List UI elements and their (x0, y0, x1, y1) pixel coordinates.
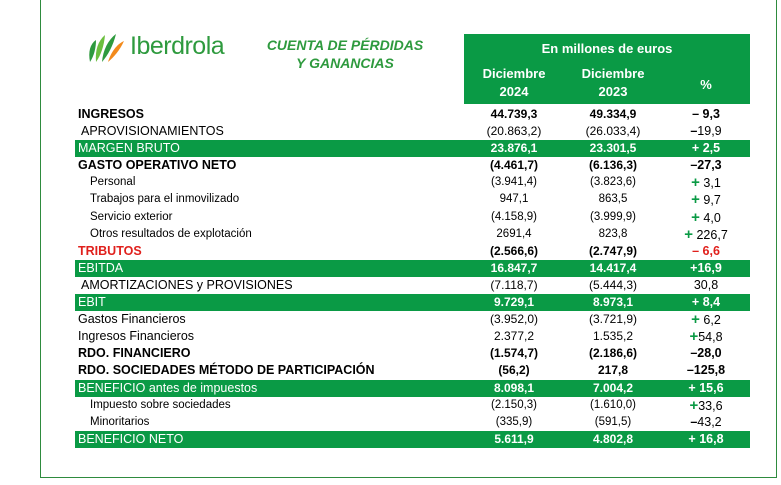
table-row-highlight (75, 260, 750, 277)
change-value: 2,5 (702, 141, 721, 156)
percent-change (662, 140, 750, 157)
change-value: 6,2 (703, 313, 721, 328)
change-value: 9,3 (702, 107, 720, 121)
table-row (75, 243, 750, 260)
row-label: RDO. FINANCIERO (78, 346, 191, 361)
value-2024: 8.098,1 (493, 380, 535, 395)
units-label: En millones de euros (541, 41, 673, 56)
income-statement-table (75, 106, 750, 448)
percent-change (662, 226, 750, 244)
change-sign: – (690, 124, 698, 139)
row-label: BENEFICIO NETO (78, 431, 184, 446)
value-2023: (591,5) (594, 415, 632, 428)
change-value: 27,3 (697, 158, 722, 173)
column-header-percent: % (700, 77, 712, 92)
change-sign: + (689, 328, 699, 346)
percent-change (662, 260, 750, 277)
value-2023: (26.033,4) (585, 124, 641, 139)
value-2023: 7.004,2 (592, 380, 634, 395)
value-2024: (4.461,7) (489, 158, 539, 173)
page-title (240, 36, 450, 72)
table-header (464, 34, 750, 104)
value-2024: 23.876,1 (490, 141, 538, 156)
table-row (75, 123, 750, 140)
change-sign: + (691, 311, 700, 329)
change-sign: – (686, 363, 694, 378)
percent-change (662, 397, 750, 415)
percent-change (662, 106, 750, 123)
table-row (75, 328, 750, 345)
change-value: 19,9 (697, 124, 722, 139)
percent-change (662, 157, 750, 174)
row-label: BENEFICIO antes de impuestos (78, 380, 258, 395)
value-2024: (3.952,0) (489, 312, 539, 327)
table-row (75, 157, 750, 174)
percent-change (662, 414, 750, 431)
row-label: Impuesto sobre sociedades (90, 398, 231, 411)
change-sign: + (691, 191, 700, 209)
value-2024: 16.847,7 (490, 260, 538, 275)
percent-change (662, 209, 750, 227)
change-sign: – (692, 243, 700, 258)
change-sign: – (690, 346, 698, 361)
value-2024: (335,9) (495, 415, 533, 428)
change-value: 226,7 (696, 227, 728, 242)
row-label: INGRESOS (78, 107, 144, 121)
row-label: Minoritarios (90, 415, 150, 428)
value-2023: (5.444,3) (588, 277, 638, 292)
table-row-highlight (75, 294, 750, 311)
table-row (75, 362, 750, 379)
change-sign: + (691, 174, 700, 192)
column-header-2024-month: Diciembre (482, 66, 546, 81)
percent-change (662, 277, 750, 294)
change-value: 43,2 (697, 414, 722, 429)
change-value: 54,8 (698, 330, 723, 345)
change-value: 3,1 (703, 176, 721, 191)
percent-change (662, 362, 750, 379)
change-sign: – (690, 414, 698, 429)
value-2024: 5.611,9 (494, 431, 534, 446)
value-2024: 2691,4 (496, 227, 532, 240)
percent-change (662, 191, 750, 209)
change-sign: + (684, 225, 693, 243)
table-row (75, 106, 750, 123)
logo-wordmark: Iberdrola (130, 31, 225, 60)
value-2023: 49.334,9 (589, 107, 637, 121)
change-value: 16,8 (699, 431, 724, 446)
column-header-2023-year: 2023 (598, 84, 628, 99)
table-row (75, 414, 750, 431)
percent-change (662, 345, 750, 362)
row-label: MARGEN BRUTO (78, 141, 180, 156)
table-row (75, 397, 750, 414)
table-row (75, 174, 750, 191)
value-2024: (7.118,7) (490, 277, 538, 292)
table-row (75, 277, 750, 294)
row-label: AMORTIZACIONES y PROVISIONES (81, 277, 293, 292)
table-row-highlight (75, 380, 750, 397)
value-2023: (2.186,6) (588, 346, 638, 361)
value-2024: (56,2) (498, 363, 530, 378)
change-sign: + (691, 295, 700, 310)
value-2023: 823,8 (598, 227, 628, 240)
change-value: 33,6 (698, 398, 723, 413)
row-label: GASTO OPERATIVO NETO (78, 158, 237, 173)
title-line-1: CUENTA DE PÉRDIDAS (266, 37, 424, 53)
table-row (75, 209, 750, 226)
change-sign: + (688, 431, 696, 446)
value-2024: 9.729,1 (493, 295, 535, 310)
leaf-logo-icon (86, 28, 126, 64)
change-sign: + (689, 396, 699, 414)
percent-change (662, 174, 750, 192)
column-header-2023 (564, 65, 662, 101)
value-2024: 44.739,3 (490, 107, 538, 121)
table-row-highlight (75, 431, 750, 448)
value-2024: (20.863,2) (486, 124, 542, 139)
percent-change (662, 380, 750, 397)
value-2024: (2.150,3) (490, 398, 538, 411)
value-2024: 947,1 (499, 193, 529, 206)
value-2023: (3.721,9) (588, 312, 638, 327)
value-2023: 1.535,2 (592, 329, 634, 344)
column-header-2023-month: Diciembre (581, 66, 645, 81)
change-value: 30,8 (693, 277, 719, 292)
column-header-2024-year: 2024 (499, 84, 529, 99)
table-row-highlight (75, 140, 750, 157)
row-label: EBIT (78, 295, 106, 310)
table-row (75, 226, 750, 243)
row-label: Ingresos Financieros (78, 329, 195, 344)
change-value: 16,9 (697, 260, 722, 275)
change-value: 28,0 (697, 346, 722, 361)
value-2024: (4.158,9) (490, 210, 538, 223)
value-2024: (1.574,7) (489, 346, 539, 361)
row-label: Servicio exterior (90, 210, 173, 223)
change-value: 9,7 (703, 193, 721, 208)
value-2023: (2.747,9) (588, 243, 638, 258)
column-header-2024 (464, 65, 564, 101)
value-2024: (2.566,6) (489, 243, 539, 258)
value-2023: 8.973,1 (592, 295, 634, 310)
value-2023: (1.610,0) (589, 398, 637, 411)
percent-change (662, 311, 750, 329)
row-label: TRIBUTOS (78, 243, 142, 258)
title-line-2: Y GANANCIAS (296, 55, 394, 71)
change-value: 15,6 (699, 380, 724, 395)
change-value: 8,4 (702, 295, 721, 310)
table-row (75, 345, 750, 362)
change-sign: – (692, 107, 700, 121)
row-label: APROVISIONAMIENTOS (81, 124, 224, 139)
value-2023: 14.417,4 (589, 260, 637, 275)
value-2024: 2.377,2 (493, 329, 535, 344)
percent-change (662, 243, 750, 260)
value-2023: 217,8 (597, 363, 629, 378)
change-sign: + (690, 260, 698, 275)
row-label: Otros resultados de explotación (90, 227, 252, 240)
change-value: 125,8 (693, 363, 726, 378)
change-sign: + (691, 141, 700, 156)
change-sign: – (690, 158, 698, 173)
row-label: Trabajos para el inmovilizado (90, 193, 240, 206)
value-2023: 23.301,5 (589, 141, 637, 156)
change-value: 4,0 (703, 210, 721, 225)
table-row (75, 191, 750, 208)
percent-change (662, 123, 750, 140)
iberdrola-logo (86, 28, 224, 64)
value-2024: (3.941,4) (490, 176, 538, 189)
percent-change (662, 431, 750, 448)
value-2023: (3.823,6) (589, 176, 637, 189)
row-label: EBITDA (78, 260, 124, 275)
row-label: RDO. SOCIEDADES MÉTODO DE PARTICIPACIÓN (78, 363, 375, 378)
value-2023: (3.999,9) (589, 210, 637, 223)
percent-change (662, 294, 750, 311)
change-value: 6,6 (702, 243, 720, 258)
change-sign: + (691, 208, 700, 226)
row-label: Gastos Financieros (78, 312, 186, 327)
value-2023: (6.136,3) (588, 158, 638, 173)
percent-change (662, 328, 750, 346)
row-label: Personal (90, 176, 136, 189)
value-2023: 4.802,8 (592, 431, 634, 446)
table-row (75, 311, 750, 328)
value-2023: 863,5 (598, 193, 628, 206)
change-sign: + (688, 380, 696, 395)
